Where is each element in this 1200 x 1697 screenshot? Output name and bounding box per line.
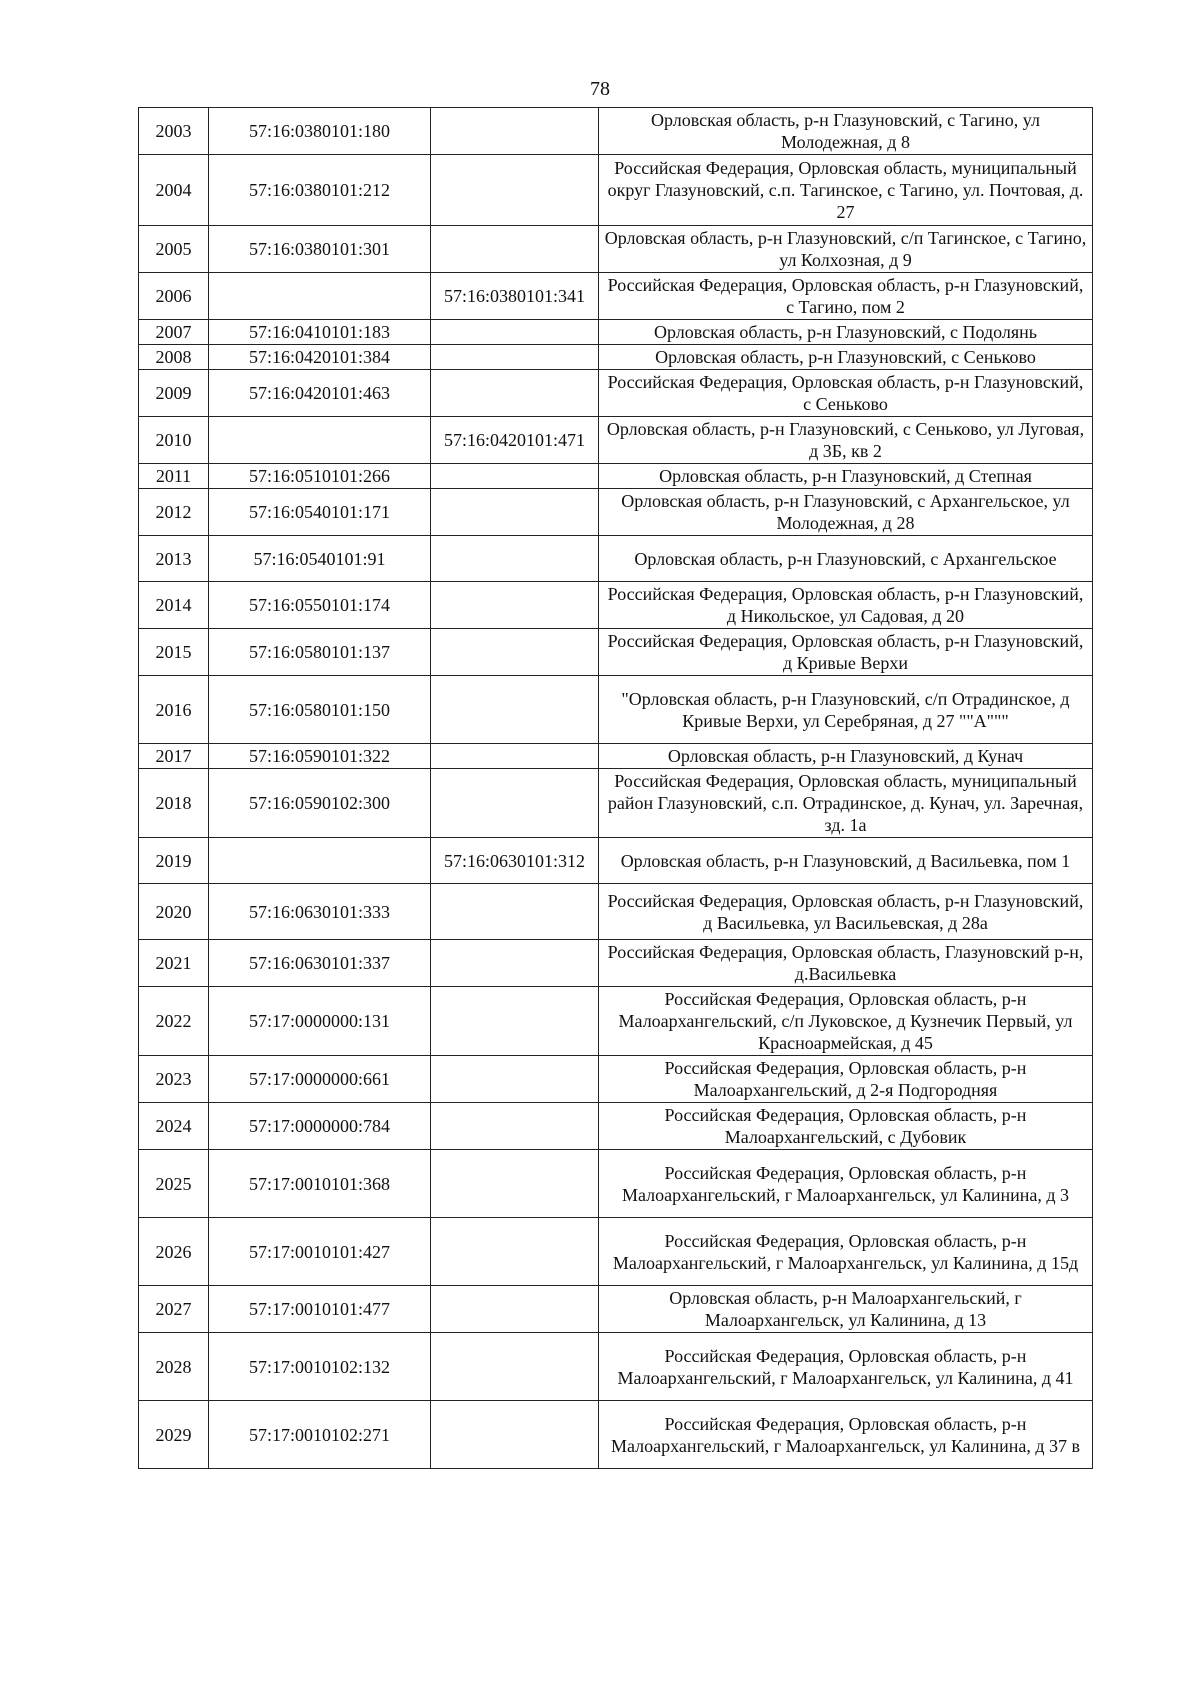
cadastral-number-cell: 57:17:0010101:427 <box>209 1218 431 1286</box>
table-row <box>139 417 1093 464</box>
row-number-cell: 2006 <box>139 273 209 320</box>
table-row <box>139 1286 1093 1333</box>
cadastral-number-secondary-cell: 57:16:0420101:471 <box>431 417 599 464</box>
cadastral-number-cell: 57:16:0380101:180 <box>209 108 431 155</box>
row-number-cell: 2029 <box>139 1401 209 1469</box>
table-row <box>139 273 1093 320</box>
cadastral-number-cell: 57:17:0000000:784 <box>209 1103 431 1150</box>
cadastral-number-cell: 57:16:0420101:384 <box>209 345 431 370</box>
cadastral-number-secondary-cell <box>431 1103 599 1150</box>
address-cell: Орловская область, р-н Глазуновский, с Подолянь <box>599 320 1093 345</box>
table-row <box>139 536 1093 582</box>
table-row <box>139 987 1093 1056</box>
row-number-cell: 2028 <box>139 1333 209 1401</box>
table-row <box>139 676 1093 744</box>
row-number-cell: 2010 <box>139 417 209 464</box>
table-row <box>139 1401 1093 1469</box>
row-number-cell: 2015 <box>139 629 209 676</box>
cadastral-number-secondary-cell <box>431 489 599 536</box>
row-number-cell: 2025 <box>139 1150 209 1218</box>
address-cell: Орловская область, р-н Глазуновский, с Сеньково, ул Луговая, д 3Б, кв 2 <box>599 417 1093 464</box>
page-number: 78 <box>590 78 610 100</box>
cadastral-number-secondary-cell <box>431 629 599 676</box>
address-cell: Российская Федерация, Орловская область, р-н Малоархангельский, г Малоархангельск, ул Калинина, д 41 <box>599 1333 1093 1401</box>
row-number-cell: 2019 <box>139 838 209 884</box>
cadastral-number-cell: 57:16:0580101:137 <box>209 629 431 676</box>
cadastral-number-cell: 57:17:0010102:132 <box>209 1333 431 1401</box>
address-cell: Российская Федерация, Орловская область, р-н Глазуновский, с Тагино, пом 2 <box>599 273 1093 320</box>
table-row <box>139 940 1093 987</box>
row-number-cell: 2024 <box>139 1103 209 1150</box>
address-cell: Российская Федерация, Орловская область, р-н Малоархангельский, г Малоархангельск, ул Калинина, д 3 <box>599 1150 1093 1218</box>
cadastral-number-cell: 57:16:0540101:171 <box>209 489 431 536</box>
cadastral-number-cell: 57:17:0000000:661 <box>209 1056 431 1103</box>
address-cell: Российская Федерация, Орловская область, р-н Глазуновский, с Сеньково <box>599 370 1093 417</box>
table-row <box>139 769 1093 838</box>
table-row <box>139 838 1093 884</box>
cadastral-number-cell: 57:16:0380101:212 <box>209 155 431 226</box>
address-cell: Орловская область, р-н Глазуновский, с Архангельское <box>599 536 1093 582</box>
table-row <box>139 629 1093 676</box>
registry-table-body <box>139 108 1093 1469</box>
cadastral-number-cell: 57:16:0590102:300 <box>209 769 431 838</box>
address-cell: Российская Федерация, Орловская область, р-н Глазуновский, д Никольское, ул Садовая, д 20 <box>599 582 1093 629</box>
address-cell: Орловская область, р-н Малоархангельский, г Малоархангельск, ул Калинина, д 13 <box>599 1286 1093 1333</box>
row-number-cell: 2013 <box>139 536 209 582</box>
table-row <box>139 489 1093 536</box>
cadastral-number-secondary-cell <box>431 1218 599 1286</box>
address-cell: Орловская область, р-н Глазуновский, с Архангельское, ул Молодежная, д 28 <box>599 489 1093 536</box>
address-cell: Орловская область, р-н Глазуновский, д Степная <box>599 464 1093 489</box>
cadastral-number-cell <box>209 273 431 320</box>
cadastral-number-secondary-cell <box>431 1333 599 1401</box>
table-row <box>139 1150 1093 1218</box>
row-number-cell: 2007 <box>139 320 209 345</box>
cadastral-number-secondary-cell <box>431 769 599 838</box>
cadastral-number-cell: 57:17:0010101:368 <box>209 1150 431 1218</box>
cadastral-number-cell: 57:16:0590101:322 <box>209 744 431 769</box>
row-number-cell: 2005 <box>139 226 209 273</box>
cadastral-number-cell: 57:16:0380101:301 <box>209 226 431 273</box>
address-cell: Российская Федерация, Орловская область, Глазуновский р-н, д.Васильевка <box>599 940 1093 987</box>
table-row <box>139 1218 1093 1286</box>
address-cell: Российская Федерация, Орловская область, р-н Малоархангельский, г Малоархангельск, ул Калинина, д 15д <box>599 1218 1093 1286</box>
cadastral-number-cell: 57:16:0540101:91 <box>209 536 431 582</box>
cadastral-number-cell: 57:16:0410101:183 <box>209 320 431 345</box>
cadastral-number-cell: 57:16:0420101:463 <box>209 370 431 417</box>
row-number-cell: 2011 <box>139 464 209 489</box>
registry-table <box>138 107 1093 1469</box>
cadastral-number-cell: 57:16:0630101:337 <box>209 940 431 987</box>
table-row <box>139 744 1093 769</box>
row-number-cell: 2026 <box>139 1218 209 1286</box>
table-row <box>139 155 1093 226</box>
row-number-cell: 2020 <box>139 884 209 940</box>
cadastral-number-secondary-cell <box>431 345 599 370</box>
row-number-cell: 2022 <box>139 987 209 1056</box>
cadastral-number-secondary-cell <box>431 1056 599 1103</box>
cadastral-number-secondary-cell <box>431 1150 599 1218</box>
cadastral-number-secondary-cell <box>431 464 599 489</box>
table-row <box>139 370 1093 417</box>
address-cell: Орловская область, р-н Глазуновский, д Кунач <box>599 744 1093 769</box>
cadastral-number-secondary-cell <box>431 940 599 987</box>
row-number-cell: 2012 <box>139 489 209 536</box>
address-cell: Российская Федерация, Орловская область, р-н Глазуновский, д Васильевка, ул Васильевская, д 28а <box>599 884 1093 940</box>
cadastral-number-secondary-cell <box>431 676 599 744</box>
address-cell: Российская Федерация, Орловская область, муниципальный округ Глазуновский, с.п. Тагинское, с Тагино, ул. Почтовая, д. 27 <box>599 155 1093 226</box>
table-row <box>139 1103 1093 1150</box>
cadastral-number-cell: 57:17:0010102:271 <box>209 1401 431 1469</box>
row-number-cell: 2021 <box>139 940 209 987</box>
cadastral-number-secondary-cell <box>431 370 599 417</box>
cadastral-number-cell: 57:17:0000000:131 <box>209 987 431 1056</box>
address-cell: Российская Федерация, Орловская область, р-н Малоархангельский, с/п Луковское, д Кузнечик Первый, ул Красноармейская, д 45 <box>599 987 1093 1056</box>
cadastral-number-secondary-cell <box>431 987 599 1056</box>
row-number-cell: 2009 <box>139 370 209 417</box>
table-row <box>139 108 1093 155</box>
cadastral-number-secondary-cell: 57:16:0630101:312 <box>431 838 599 884</box>
cadastral-number-secondary-cell <box>431 226 599 273</box>
address-cell: Российская Федерация, Орловская область, р-н Малоархангельский, г Малоархангельск, ул Калинина, д 37 в <box>599 1401 1093 1469</box>
row-number-cell: 2023 <box>139 1056 209 1103</box>
address-cell: Российская Федерация, Орловская область, муниципальный район Глазуновский, с.п. Отрадинское, д. Кунач, ул. Заречная, зд. 1а <box>599 769 1093 838</box>
row-number-cell: 2018 <box>139 769 209 838</box>
cadastral-number-cell: 57:16:0630101:333 <box>209 884 431 940</box>
cadastral-number-secondary-cell <box>431 884 599 940</box>
table-row <box>139 464 1093 489</box>
address-cell: Орловская область, р-н Глазуновский, с Сеньково <box>599 345 1093 370</box>
table-row <box>139 582 1093 629</box>
cadastral-number-secondary-cell <box>431 536 599 582</box>
address-cell: Орловская область, р-н Глазуновский, с/п Тагинское, с Тагино, ул Колхозная, д 9 <box>599 226 1093 273</box>
cadastral-number-cell: 57:16:0510101:266 <box>209 464 431 489</box>
cadastral-number-cell: 57:16:0550101:174 <box>209 582 431 629</box>
table-row <box>139 884 1093 940</box>
table-row <box>139 320 1093 345</box>
address-cell: "Орловская область, р-н Глазуновский, с/п Отрадинское, д Кривые Верхи, ул Серебряная, д 27 ""А""" <box>599 676 1093 744</box>
address-cell: Орловская область, р-н Глазуновский, с Тагино, ул Молодежная, д 8 <box>599 108 1093 155</box>
cadastral-number-cell <box>209 838 431 884</box>
row-number-cell: 2016 <box>139 676 209 744</box>
cadastral-number-secondary-cell <box>431 1286 599 1333</box>
row-number-cell: 2014 <box>139 582 209 629</box>
table-row <box>139 1056 1093 1103</box>
address-cell: Российская Федерация, Орловская область, р-н Малоархангельский, с Дубовик <box>599 1103 1093 1150</box>
cadastral-number-cell <box>209 417 431 464</box>
cadastral-number-secondary-cell <box>431 744 599 769</box>
row-number-cell: 2008 <box>139 345 209 370</box>
table-row <box>139 345 1093 370</box>
cadastral-number-secondary-cell <box>431 1401 599 1469</box>
address-cell: Орловская область, р-н Глазуновский, д Васильевка, пом 1 <box>599 838 1093 884</box>
cadastral-number-cell: 57:16:0580101:150 <box>209 676 431 744</box>
address-cell: Российская Федерация, Орловская область, р-н Малоархангельский, д 2-я Подгородняя <box>599 1056 1093 1103</box>
row-number-cell: 2027 <box>139 1286 209 1333</box>
cadastral-number-secondary-cell <box>431 582 599 629</box>
cadastral-number-secondary-cell <box>431 108 599 155</box>
table-row <box>139 226 1093 273</box>
row-number-cell: 2004 <box>139 155 209 226</box>
cadastral-number-secondary-cell: 57:16:0380101:341 <box>431 273 599 320</box>
cadastral-number-cell: 57:17:0010101:477 <box>209 1286 431 1333</box>
address-cell: Российская Федерация, Орловская область, р-н Глазуновский, д Кривые Верхи <box>599 629 1093 676</box>
table-row <box>139 1333 1093 1401</box>
cadastral-number-secondary-cell <box>431 155 599 226</box>
row-number-cell: 2003 <box>139 108 209 155</box>
cadastral-number-secondary-cell <box>431 320 599 345</box>
row-number-cell: 2017 <box>139 744 209 769</box>
